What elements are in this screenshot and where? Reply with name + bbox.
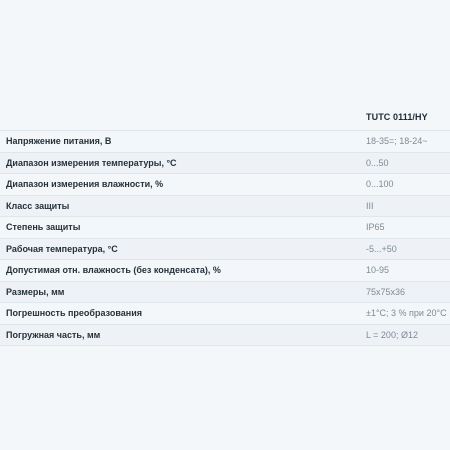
table-row bbox=[0, 303, 450, 325]
param-operating-temperature: Рабочая температура, °С bbox=[0, 238, 366, 260]
table-row bbox=[0, 324, 450, 346]
value-protection-class: III bbox=[366, 195, 450, 217]
table-row bbox=[0, 217, 450, 239]
parameter-column-header bbox=[0, 104, 366, 131]
table-header-row bbox=[0, 104, 450, 131]
param-ingress-protection: Степень защиты bbox=[0, 217, 366, 239]
value-allowed-humidity: 10-95 bbox=[366, 260, 450, 282]
table-row bbox=[0, 281, 450, 303]
table-row bbox=[0, 195, 450, 217]
param-humidity-range: Диапазон измерения влажности, % bbox=[0, 174, 366, 196]
param-temperature-range: Диапазон измерения температуры, °С bbox=[0, 152, 366, 174]
table-row bbox=[0, 152, 450, 174]
value-immersion-part: L = 200; Ø12 bbox=[366, 324, 450, 346]
table-row bbox=[0, 174, 450, 196]
value-dimensions: 75x75x36 bbox=[366, 281, 450, 303]
table-row bbox=[0, 238, 450, 260]
value-conversion-error: ±1°С; 3 % при 20°С bbox=[366, 303, 450, 325]
value-temperature-range: 0...50 bbox=[366, 152, 450, 174]
model-column-header: TUTC 0111/HY bbox=[366, 112, 428, 122]
param-allowed-humidity: Допустимая отн. влажность (без конденсата), % bbox=[0, 260, 366, 282]
table-row bbox=[0, 260, 450, 282]
param-immersion-part: Погружная часть, мм bbox=[0, 324, 366, 346]
value-humidity-range: 0...100 bbox=[366, 174, 450, 196]
table-row bbox=[0, 131, 450, 153]
value-supply-voltage: 18-35=; 18-24~ bbox=[366, 131, 450, 153]
specifications-table bbox=[0, 104, 450, 346]
value-operating-temperature: -5...+50 bbox=[366, 238, 450, 260]
param-supply-voltage: Напряжение питания, В bbox=[0, 131, 366, 153]
param-conversion-error: Погрешность преобразования bbox=[0, 303, 366, 325]
value-ingress-protection: IP65 bbox=[366, 217, 450, 239]
param-protection-class: Класс защиты bbox=[0, 195, 366, 217]
param-dimensions: Размеры, мм bbox=[0, 281, 366, 303]
